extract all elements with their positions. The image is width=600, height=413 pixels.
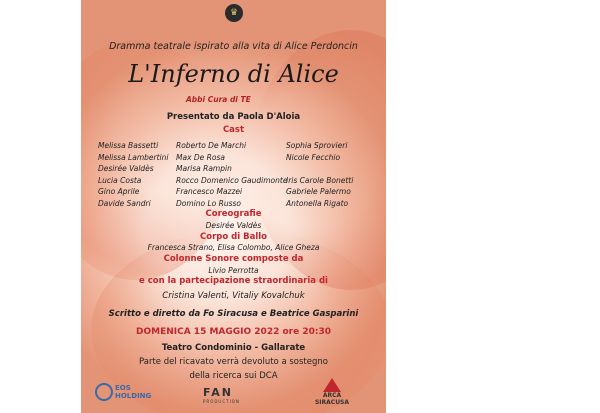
charity-note-line-1: Parte del ricavato verrà devoluto a sostegno bbox=[139, 357, 328, 367]
poster-title: L'Inferno di Alice bbox=[128, 60, 339, 88]
poster-subtitle: Dramma teatrale ispirato alla vita di Alice Perdoncin bbox=[109, 41, 358, 52]
arca-logo-line1: ARCA bbox=[322, 392, 342, 399]
event-date: DOMENICA 15 MAGGIO 2022 ore 20:30 bbox=[136, 327, 331, 337]
eos-logo-line1: EOS bbox=[115, 384, 131, 392]
theater-logo-icon: ♛ bbox=[225, 4, 243, 22]
cast-header: Cast bbox=[222, 125, 245, 135]
fan-logo-sub: PRODUCTION bbox=[203, 399, 240, 404]
dance-corps-value: Francesca Strano, Elisa Colombo, Alice Gheza bbox=[147, 243, 320, 252]
event-poster bbox=[81, 0, 386, 413]
special-guests-value: Cristina Valenti, Vitaliy Kovalchuk bbox=[162, 291, 305, 301]
eos-holding-logo bbox=[95, 381, 152, 405]
cast-member: Gino Aprile bbox=[98, 187, 140, 196]
cast-member: Sophia Sprovieri bbox=[286, 141, 348, 150]
cast-member bbox=[286, 163, 353, 175]
cast-member: Rocco Domenico Gaudimonte bbox=[176, 175, 288, 185]
cast-member: Desirée Valdès bbox=[98, 164, 154, 173]
cast-column-3 bbox=[286, 140, 353, 209]
event-venue: Teatro Condominio - Gallarate bbox=[161, 343, 306, 353]
cast-member: Gabriele Palermo bbox=[286, 187, 351, 196]
cast-member: Max De Rosa bbox=[176, 152, 225, 162]
cast-member: Francesco Mazzei bbox=[176, 187, 243, 196]
cast-member: Melissa Bassetti bbox=[98, 141, 159, 150]
charity-note-line-2: della ricerca sui DCA bbox=[189, 371, 278, 381]
arca-triangle-icon bbox=[323, 378, 341, 392]
fan-production-logo bbox=[203, 386, 253, 406]
cast-member: Lucia Costa bbox=[98, 175, 142, 185]
eos-ring-icon bbox=[95, 383, 113, 401]
arca-siracusa-logo bbox=[312, 378, 352, 408]
soundtrack-value: Livio Perrotta bbox=[208, 266, 259, 275]
cast-member: Davide Sandri bbox=[98, 198, 151, 208]
cast-member: Iris Carole Bonetti bbox=[286, 175, 354, 185]
arca-logo-line2: SIRACUSA bbox=[314, 399, 350, 406]
cast-member: Melissa Lambertini bbox=[98, 152, 169, 162]
fan-logo-text: FAN bbox=[203, 386, 233, 399]
cast-column-1 bbox=[98, 140, 168, 209]
cast-member: Domino Lo Russo bbox=[176, 198, 241, 208]
written-directed-by: Scritto e diretto da Fo Siracusa e Beatrice Gasparini bbox=[108, 309, 359, 319]
cast-member: Marisa Rampin bbox=[176, 164, 232, 173]
special-guests-header: e con la partecipazione straordinaria di bbox=[139, 276, 328, 286]
dance-corps-header: Corpo di Ballo bbox=[200, 232, 267, 242]
poster-tagline: Abbi Cura di TE bbox=[186, 95, 251, 104]
presented-by: Presentato da Paola D'Aloia bbox=[166, 112, 301, 122]
cast-member: Roberto De Marchi bbox=[176, 141, 247, 150]
cast-member: Antonella Rigato bbox=[286, 198, 349, 208]
cast-column-2 bbox=[176, 140, 287, 209]
choreography-value: Desirée Valdès bbox=[205, 221, 262, 230]
choreography-header: Coreografie bbox=[205, 209, 262, 219]
eos-logo-line2: HOLDING bbox=[115, 392, 152, 400]
cast-member: Nicole Fecchio bbox=[286, 152, 341, 162]
soundtrack-header: Colonne Sonore composte da bbox=[163, 254, 304, 264]
